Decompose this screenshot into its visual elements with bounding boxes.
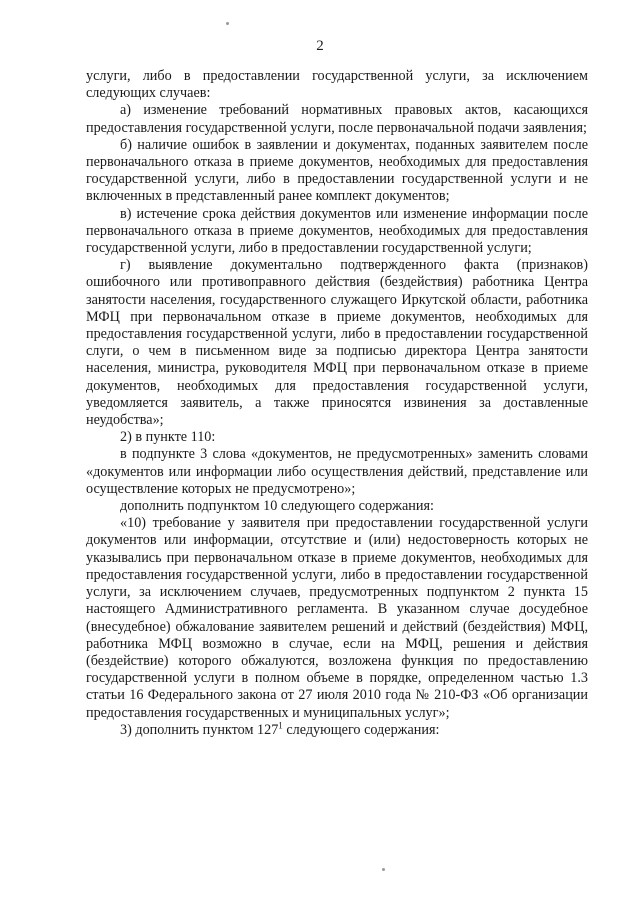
paragraph-last-text: 3) дополнить пунктом 127	[120, 721, 279, 738]
paragraph-3: б) наличие ошибок в заявлении и документах, поданных заявителем после первоначального отказа в приеме документов, необходимых для предоставления государственной услуги, либо в предоставлении государственной услуги и не включенных в представленный ранее комплект документов;	[86, 136, 588, 205]
paragraph-1: услуги, либо в предоставлении государственной услуги, за исключением следующих случаев:	[86, 68, 588, 102]
paragraph-last-superscript: 1	[278, 719, 283, 730]
paragraph-9: «10) требование у заявителя при предоставлении государственной услуги документов или информации, отсутствие и (или) недостоверность которых не указывались при первоначальном отказе в приеме документов, необходимых для предоставления государственной услуги, либо в предоставлении государственной услуги, за исключением случаев, предусмотренных подпунктом 2 пункта 15 настоящего Административного регламента. В указанном случае досудебное (внесудебное) обжалование заявителем решений и действий (бездействия) МФЦ, работника МФЦ возможно в случае, если на МФЦ, решения и действия (бездействие) которого обжалуются, возложена функция по предоставлению государственной услуги в полном объеме в порядке, определенном частью 1.3 статьи 16 Федерального закона от 27 июля 2010 года № 210-ФЗ «Об организации предоставления государственных и муниципальных услуг»;	[86, 515, 588, 721]
scan-speck-bottom	[382, 868, 385, 871]
paragraph-last-text-tail: следующего содержания:	[282, 721, 440, 738]
paragraph-8: дополнить подпунктом 10 следующего содержания:	[120, 498, 434, 515]
paragraph-last	[86, 719, 588, 739]
paragraph-5: г) выявление документально подтвержденного факта (признаков) ошибочного или противоправного действия (бездействия) работника Центра занятости населения, государственного служащего Иркутской области, работника МФЦ при первоначальном отказе в приеме документов, необходимых для предоставления государственной услуги, либо в предоставлении государственной слуги, о чем в письменном виде за подписью директора Центра занятости населения, министра, руководителя МФЦ при первоначальном отказе в приеме документов, необходимых для предоставления государственной услуги, уведомляется заявитель, а также приносятся извинения за доставленные неудобства»;	[86, 257, 588, 429]
document-body	[86, 68, 588, 739]
paragraph-6: 2) в пункте 110:	[120, 429, 216, 446]
page-number: 2	[316, 38, 324, 54]
paragraph-4: в) истечение срока действия документов или изменение информации после первоначального отказа в приеме документов, необходимых для предоставления государственной услуги, либо в предоставлении государственной услуги;	[86, 205, 588, 257]
scan-speck-top	[226, 22, 229, 25]
paragraph-2: а) изменение требований нормативных правовых актов, касающихся предоставления государственной услуги, после первоначальной подачи заявления;	[86, 102, 588, 136]
paragraph-7: в подпункте 3 слова «документов, не предусмотренных» заменить словами «документов или информации либо осуществления действий, представление или осуществление которых не предусмотрено»;	[86, 446, 588, 497]
